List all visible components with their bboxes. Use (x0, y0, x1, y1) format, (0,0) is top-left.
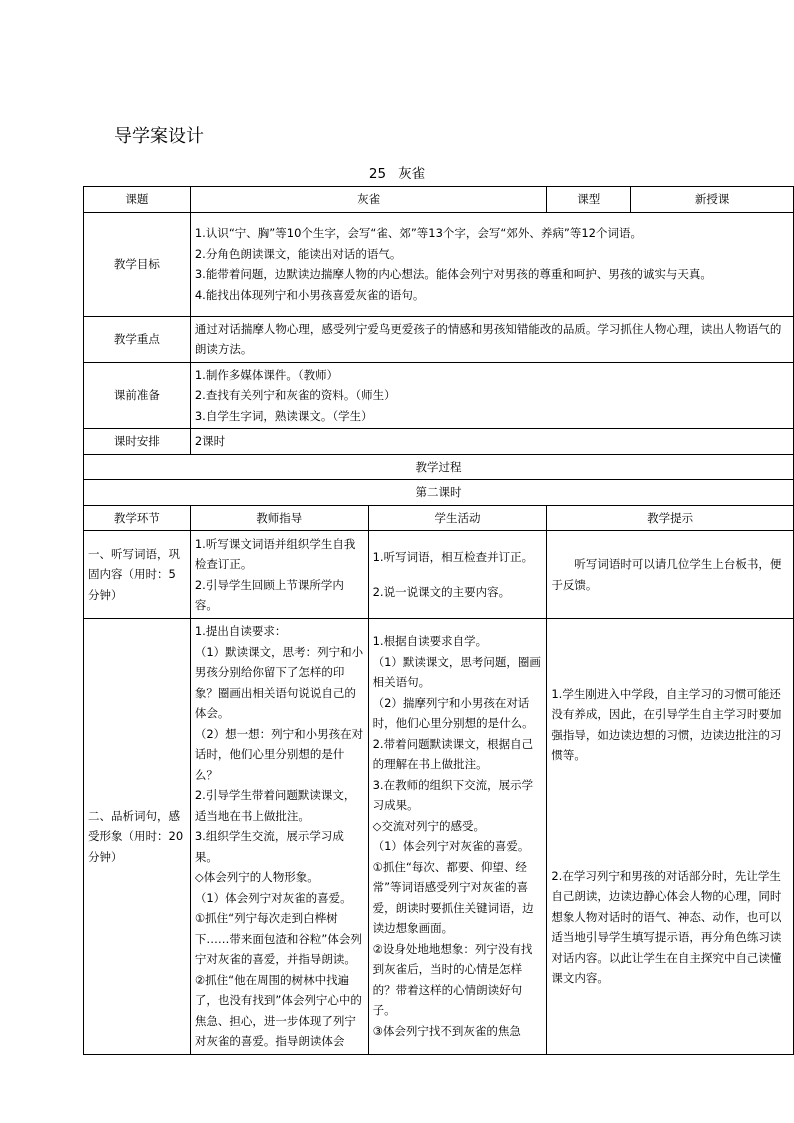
teacher-step: （1）默读课文，思考：列宁和小男孩分别给你留下了怎样的印象？圈画出相关语句说说自己的体会。 (194, 644, 364, 720)
tip-text: 1.学生刚进入中学段，自主学习的习惯可能还没有养成，因此，在引导学生自主学习时要加强指导，如边读边想的习惯，边读边批注的习惯等。 (551, 686, 782, 763)
student-step: ②设身处地地想象：列宁没有找到灰雀后，当时的心情是怎样的？带着这样的心情朗读好句子。 (372, 941, 533, 1018)
goals-row (84, 212, 794, 316)
teacher-step: ◇体会列宁的人物形象。 (194, 870, 319, 884)
type-value: 新授课 (631, 187, 794, 213)
teacher-step: 2.引导学生回顾上节课所学内容。 (194, 577, 344, 612)
student-step: 1.根据自读要求自学。 (372, 634, 488, 649)
goals-content (190, 212, 793, 316)
lesson-title (0, 162, 794, 182)
course-value: 灰雀 (190, 187, 546, 213)
prep-content (190, 362, 793, 429)
stage-cell: 一、听写词语，巩固内容（用时：5分钟） (84, 531, 191, 619)
goal-item: 3.能带着问题，边默读边揣摩人物的内心想法。能体会列宁对男孩的尊重和呵护、男孩的诚实与天真。 (194, 267, 712, 281)
prep-item: 1.制作多媒体课件。（教师） (194, 367, 339, 382)
process-title: 教学过程 (84, 454, 794, 480)
teacher-step: 1.听写课文词语并组织学生自我检查订正。 (194, 536, 356, 571)
tip-cell (547, 619, 794, 1055)
teacher-step: （1）体会列宁对灰雀的喜爱。 (194, 890, 352, 905)
column-header: 教学环节 (84, 505, 191, 531)
goal-item: 1.认识“宁、胸”等10个生字，会写“雀、郊”等13个字，会写“郊外、养病”等12个词语。 (194, 226, 642, 240)
student-step: （1）默读课文，思考问题，圈画相关语句。 (372, 654, 541, 690)
column-header: 教学提示 (547, 505, 794, 531)
prep-label: 课前准备 (84, 362, 191, 429)
student-cell (368, 531, 547, 619)
session-row (84, 480, 794, 506)
lesson-number: 25 (368, 166, 387, 182)
course-label: 课题 (84, 187, 191, 213)
goals-label: 教学目标 (84, 212, 191, 316)
session-title: 第二课时 (84, 480, 794, 506)
process-title-row (84, 454, 794, 480)
student-step: ①抓住“每次、都要、仰望、经常”等词语感受列宁对灰雀的喜爱，朗读时要抓住关键词语，边读边想象画面。 (372, 859, 534, 936)
student-step: 2.带着问题默读课文，根据自己的理解在书上做批注。 (372, 736, 534, 772)
teacher-step: 3.组织学生交流，展示学习成果。 (194, 829, 344, 864)
lesson-plan-table (83, 186, 794, 1055)
column-header: 学生活动 (368, 505, 547, 531)
course-row (84, 187, 794, 213)
teacher-step: 1.提出自读要求： (194, 624, 287, 638)
student-step: ③体会列宁找不到灰雀的焦急 (372, 1023, 521, 1038)
student-cell (368, 619, 547, 1055)
prep-item: 2.查找有关列宁和灰雀的资料。（师生） (194, 388, 396, 402)
teacher-cell (190, 619, 368, 1055)
tip-cell (547, 531, 794, 619)
tip-text: 2.在学习列宁和男孩的对话部分时，先让学生自己朗读，边读边静心体会人物的心理，同时想象人物对话时的语气、神态、动作，也可以适当地引导学生填写提示语，再分角色练习读对话内容。以此让学生在自主探究中自己读懂课文内容。 (551, 868, 782, 986)
student-step: ◇交流对列宁的感受。 (372, 818, 485, 833)
student-step: 3.在教师的组织下交流，展示学习成果。 (372, 777, 534, 813)
tip-text: 听写词语时可以请几位学生上台板书，便于反馈。 (551, 557, 782, 592)
student-step: 1.听写词语，相互检查并订正。 (372, 550, 534, 564)
hours-row (84, 429, 794, 455)
stage-cell: 二、品析词句，感受形象（用时：20分钟） (84, 619, 191, 1055)
focus-row (84, 316, 794, 362)
teacher-step: ①抓住“列宁每次走到白桦树下……带来面包渣和谷粒”体会列宁对灰雀的喜爱，并指导朗读。 (194, 911, 362, 966)
goal-item: 2.分角色朗读课文，能读出对话的语气。 (194, 246, 402, 261)
teacher-step: （2）想一想：列宁和小男孩在对话时，他们心里分别想的是什么？ (194, 726, 364, 782)
teacher-cell (190, 531, 368, 619)
hours-value: 2课时 (190, 429, 793, 455)
focus-content: 通过对话揣摩人物心理，感受列宁爱鸟更爱孩子的情感和男孩知错能改的品质。学习抓住人物心理，读出人物语气的朗读方法。 (190, 316, 793, 362)
teacher-step: 2.引导学生带着问题默读课文，适当地在书上做批注。 (194, 788, 356, 823)
teacher-step: ②抓住“他在周围的树林中找遍了，也没有找到”体会列宁心中的焦急、担心，进一步体现了列宁对灰雀的喜爱。指导朗读体会 (194, 972, 362, 1048)
document-heading: 导学案设计 (114, 126, 204, 147)
prep-row (84, 362, 794, 429)
process-row (84, 619, 794, 1055)
student-step: 2.说一说课文的主要内容。 (372, 584, 511, 599)
prep-item: 3.自学生字词，熟读课文。（学生） (194, 408, 373, 423)
student-step: （2）揣摩列宁和小男孩在对话时，他们心里分别想的是什么。 (372, 695, 534, 731)
process-row (84, 531, 794, 619)
hours-label: 课时安排 (84, 429, 191, 455)
process-header-row (84, 505, 794, 531)
student-step: （1）体会列宁对灰雀的喜爱。 (372, 839, 530, 854)
column-header: 教师指导 (190, 505, 368, 531)
focus-label: 教学重点 (84, 316, 191, 362)
goal-item: 4.能找出体现列宁和小男孩喜爱灰雀的语句。 (194, 287, 425, 302)
lesson-name: 灰雀 (398, 166, 426, 182)
type-label: 课型 (547, 187, 631, 213)
